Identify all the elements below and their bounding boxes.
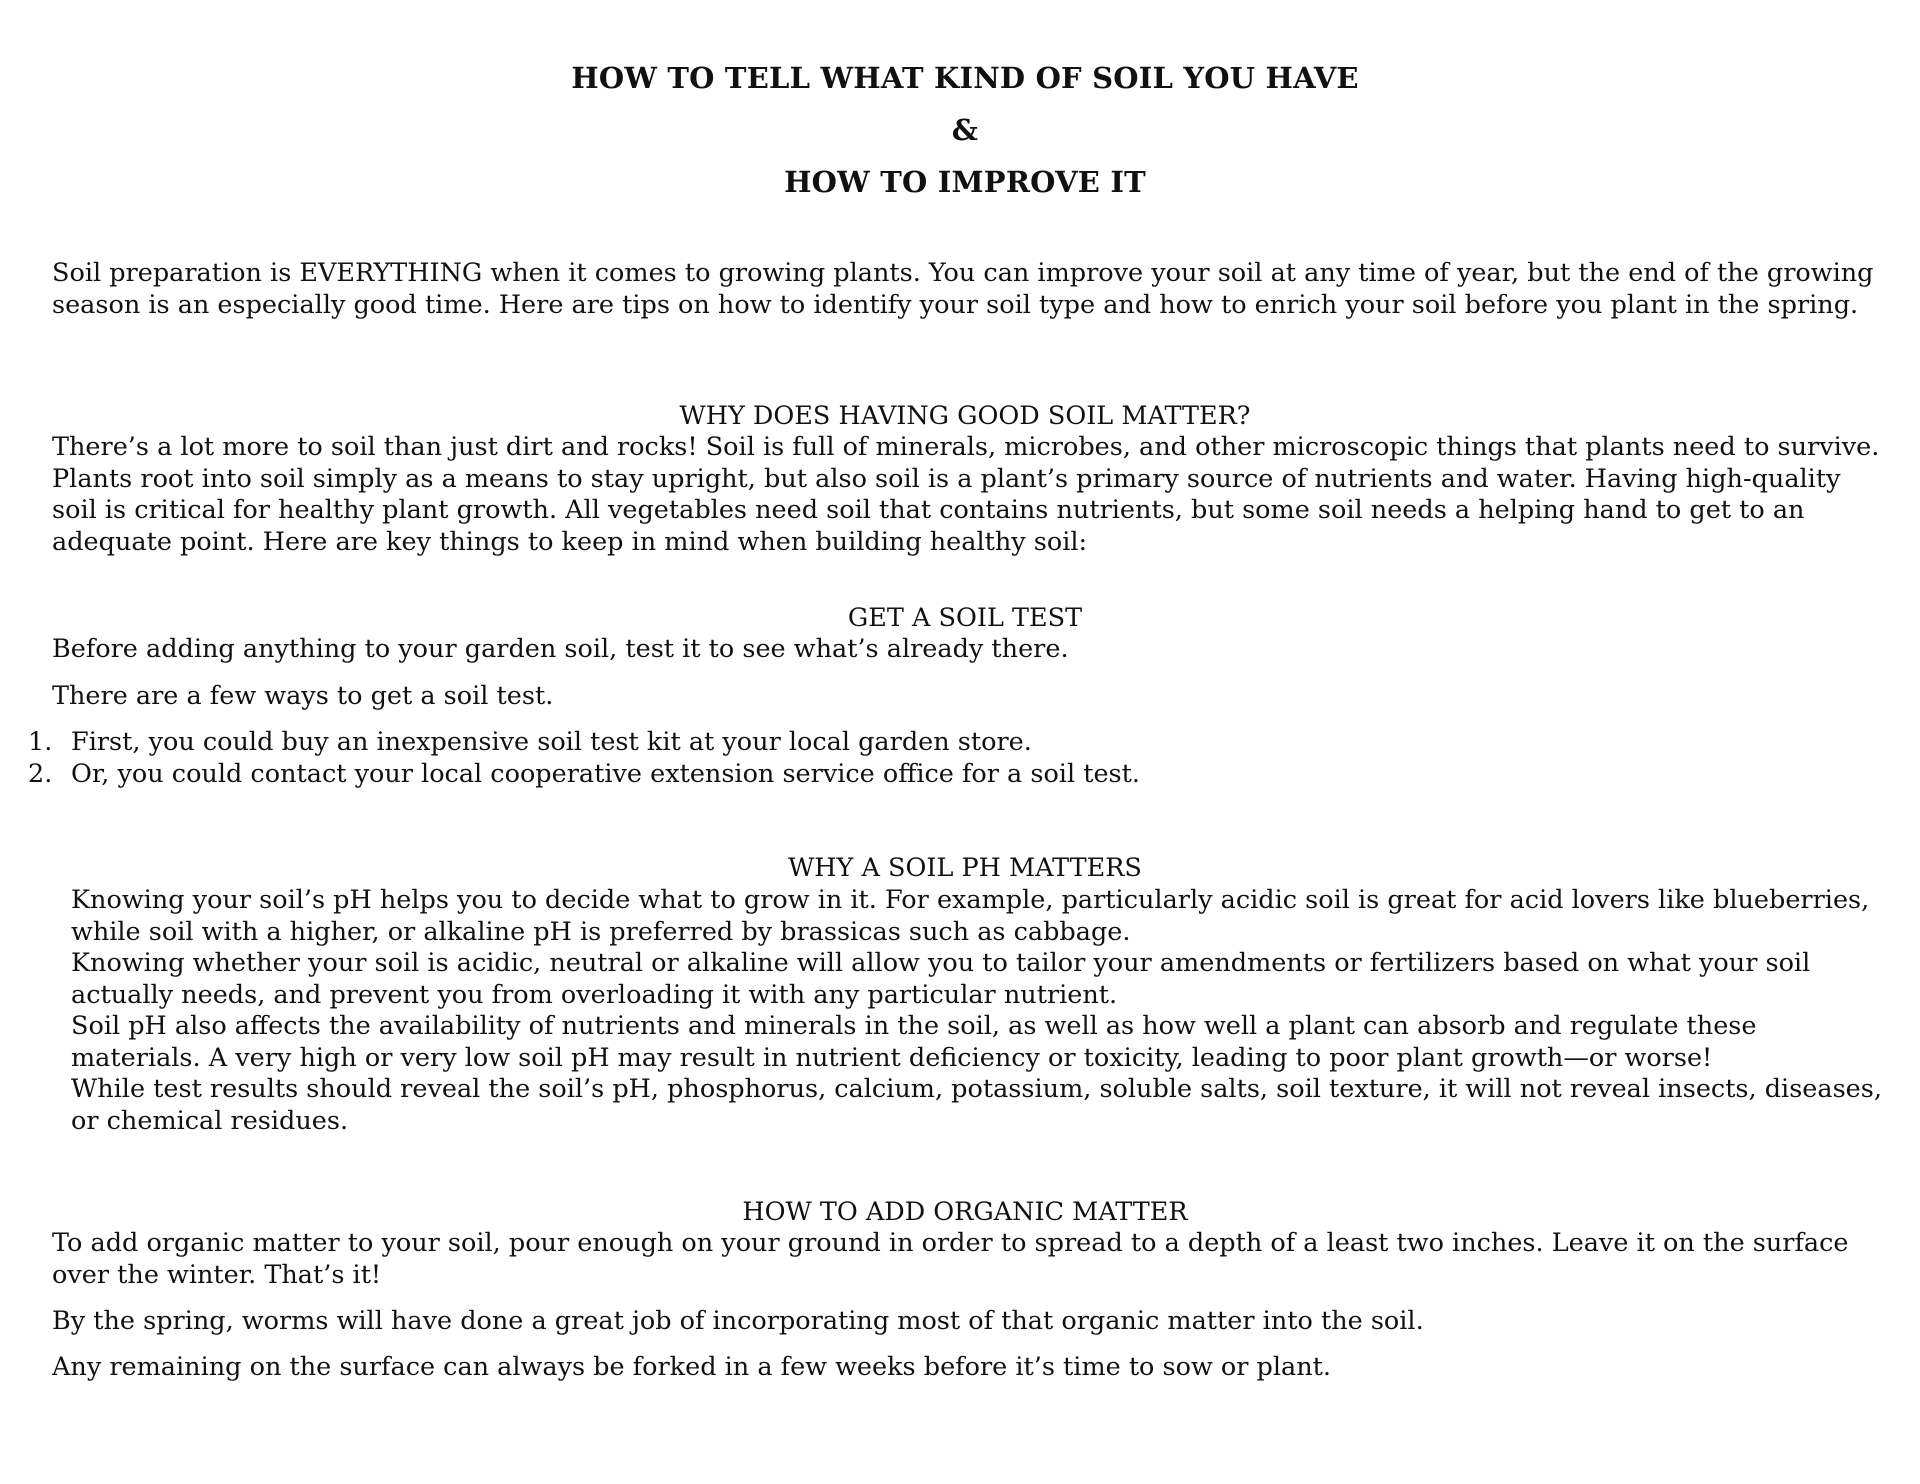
title-line-1: HOW TO TELL WHAT KIND OF SOIL YOU HAVE — [571, 61, 1359, 95]
title-line-2: HOW TO IMPROVE IT — [784, 165, 1146, 199]
section-heading-why-good-soil: WHY DOES HAVING GOOD SOIL MATTER? — [679, 401, 1251, 431]
document-title — [0, 52, 1920, 208]
section-heading-soil-test: GET A SOIL TEST — [847, 603, 1083, 633]
section-paragraph: There’s a lot more to soil than just dirt and rocks! Soil is full of minerals, microbes, and other microscopic things that plants need to survive. Plants root into soil simply as a means to stay upright, but also soil is a plant’s primary source of nutrients and water. Having high-quality soil is critical for healthy plant growth. All vegetables need soil that contains nutrients, but some soil needs a helping hand to get to an adequate point. Here are key things to keep in mind when building healthy soil: — [52, 432, 1880, 557]
section-paragraph: Knowing whether your soil is acidic, neutral or alkaline will allow you to tailor your amendments or fertilizers based on what your soil actually needs, and prevent you from overloading it with any particular nutrient. — [71, 948, 1811, 1010]
section-paragraph: Before adding anything to your garden soil, test it to see what’s already there. — [52, 634, 1069, 664]
section-paragraph: There are a few ways to get a soil test. — [52, 681, 554, 711]
section-paragraph: To add organic matter to your soil, pour enough on your ground in order to spread to a depth of a least two inches. Leave it on the surface over the winter. That’s it! — [52, 1228, 1849, 1290]
soil-test-list — [28, 727, 1140, 790]
section-paragraph: While test results should reveal the soil’s pH, phosphorus, calcium, potassium, soluble salts, soil texture, it will not reveal insects, diseases, or chemical residues. — [71, 1074, 1882, 1136]
list-number: 2. — [28, 758, 53, 789]
list-item — [28, 759, 1140, 791]
list-item — [28, 727, 1140, 759]
intro-paragraph: Soil preparation is EVERYTHING when it comes to growing plants. You can improve your soil at any time of year, but the end of the growing season is an especially good time. Here are tips on how to identify your soil type and how to enrich your soil before you plant in the spring. — [52, 258, 1874, 320]
list-number: 1. — [28, 727, 53, 757]
section-heading-organic-matter: HOW TO ADD ORGANIC MATTER — [742, 1197, 1188, 1227]
list-item-text: Or, you could contact your local cooperative extension service office for a soil test. — [71, 758, 1140, 789]
section-paragraph: Any remaining on the surface can always be forked in a few weeks before it’s time to sow or plant. — [52, 1352, 1331, 1382]
list-item-text: First, you could buy an inexpensive soil test kit at your local garden store. — [71, 727, 1032, 757]
title-ampersand: & — [951, 113, 979, 147]
section-paragraph: By the spring, worms will have done a great job of incorporating most of that organic matter into the soil. — [52, 1306, 1424, 1336]
section-heading-soil-ph: WHY A SOIL PH MATTERS — [788, 853, 1142, 883]
section-paragraph: Soil pH also affects the availability of nutrients and minerals in the soil, as well as how well a plant can absorb and regulate these materials. A very high or very low soil pH may result in nutrient deficiency or toxicity, leading to poor plant growth—or worse! — [71, 1011, 1757, 1073]
section-paragraph: Knowing your soil’s pH helps you to decide what to grow in it. For example, particularly acidic soil is great for acid lovers like blueberries, while soil with a higher, or alkaline pH is preferred by brassicas such as cabbage. — [71, 885, 1870, 947]
